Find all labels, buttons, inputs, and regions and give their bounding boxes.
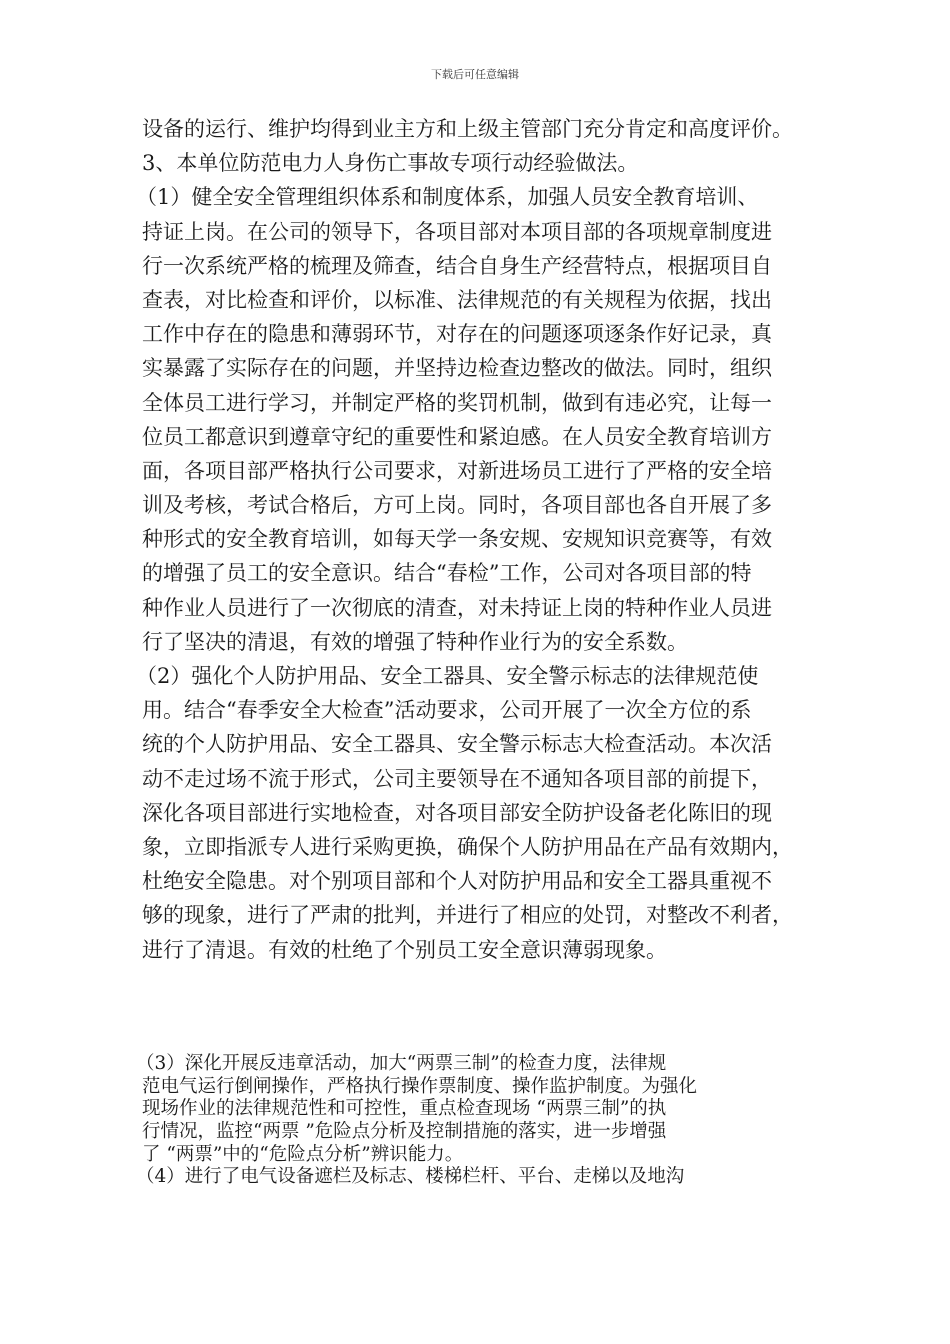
- text-line: 设备的运行、维护均得到业主方和上级主管部门充分肯定和高度评价。: [142, 117, 793, 141]
- text-line: 行情况，监控“两票 ”危险点分析及控制措施的落实，进一步增强: [142, 1121, 667, 1143]
- text-line: 持证上岗。在公司的领导下，各项目部对本项目部的各项规章制度进: [142, 219, 772, 244]
- text-line: 进行了清退。有效的杜绝了个别员工安全意识薄弱现象。: [142, 937, 667, 962]
- text-line: 训及考核，考试合格后，方可上岗。同时，各项目部也各自开展了多: [142, 493, 772, 518]
- text-line: 3、本单位防范电力人身伤亡事故专项行动经验做法。: [142, 151, 639, 176]
- text-line: 现场作业的法律规范性和可控性，重点检查现场 “两票三制”的执: [142, 1098, 667, 1120]
- page-header: 下载后可任意编辑: [431, 68, 519, 81]
- text-line: 查表，对比检查和评价，以标准、法律规范的有关规程为依据，找出: [142, 287, 772, 312]
- text-line: 位员工都意识到遵章守纪的重要性和紧迫感。在人员安全教育培训方: [142, 424, 772, 449]
- text-line: 用。结合“春季安全大检查”活动要求，公司开展了一次全方位的系: [142, 698, 752, 723]
- text-line: 杜绝安全隐患。对个别项目部和个人对防护用品和安全工器具重视不: [142, 869, 772, 894]
- text-line: （2）强化个人防护用品、安全工器具、安全警示标志的法律规范使: [136, 664, 759, 688]
- text-line: 实暴露了实际存在的问题，并坚持边检查边整改的做法。同时，组织: [142, 356, 772, 381]
- text-line: 行一次系统严格的梳理及筛查，结合自身生产经营特点，根据项目自: [142, 253, 772, 278]
- text-line: 的增强了员工的安全意识。结合“春检”工作，公司对各项目部的特: [142, 561, 752, 586]
- text-line: （1）健全安全管理组织体系和制度体系，加强人员安全教育培训、: [136, 185, 759, 210]
- text-line: 象，立即指派专人进行采购更换，确保个人防护用品在产品有效期内，: [142, 834, 793, 859]
- text-line: 够的现象，进行了严肃的批判，并进行了相应的处罚，对整改不利者，: [142, 903, 793, 928]
- text-line: 工作中存在的隐患和薄弱环节，对存在的问题逐项逐条作好记录，真: [142, 322, 772, 347]
- text-line: 种形式的安全教育培训，如每天学一条安规、安规知识竞赛等，有效: [142, 527, 772, 552]
- text-line: 全体员工进行学习，并制定严格的奖罚机制，做到有违必究，让每一: [142, 390, 772, 415]
- text-line: 深化各项目部进行实地检查，对各项目部安全防护设备老化陈旧的现: [142, 800, 772, 825]
- body-text-small: [136, 1053, 822, 1189]
- text-line: 种作业人员进行了一次彻底的清查，对未持证上岗的特种作业人员进: [142, 595, 772, 620]
- text-line: 动不走过场不流于形式，公司主要领导在不通知各项目部的前提下，: [142, 766, 772, 791]
- text-line: （4）进行了电气设备遮栏及标志、楼梯栏杆、平台、走梯以及地沟: [136, 1166, 685, 1188]
- text-line: 面，各项目部严格执行公司要求，对新进场员工进行了严格的安全培: [142, 458, 772, 483]
- text-line: 统的个人防护用品、安全工器具、安全警示标志大检查活动。本次活: [142, 732, 772, 757]
- text-line: 范电气运行倒闸操作，严格执行操作票制度、操作监护制度。为强化: [142, 1075, 698, 1097]
- body-text-large: [136, 112, 822, 967]
- text-line: 行了坚决的清退，有效的增强了特种作业行为的安全系数。: [142, 629, 688, 654]
- text-line: （3）深化开展反违章活动，加大“两票三制”的检查力度，法律规: [136, 1053, 667, 1074]
- text-line: 了 “两票”中的“危险点分析”辨识能力。: [142, 1143, 464, 1165]
